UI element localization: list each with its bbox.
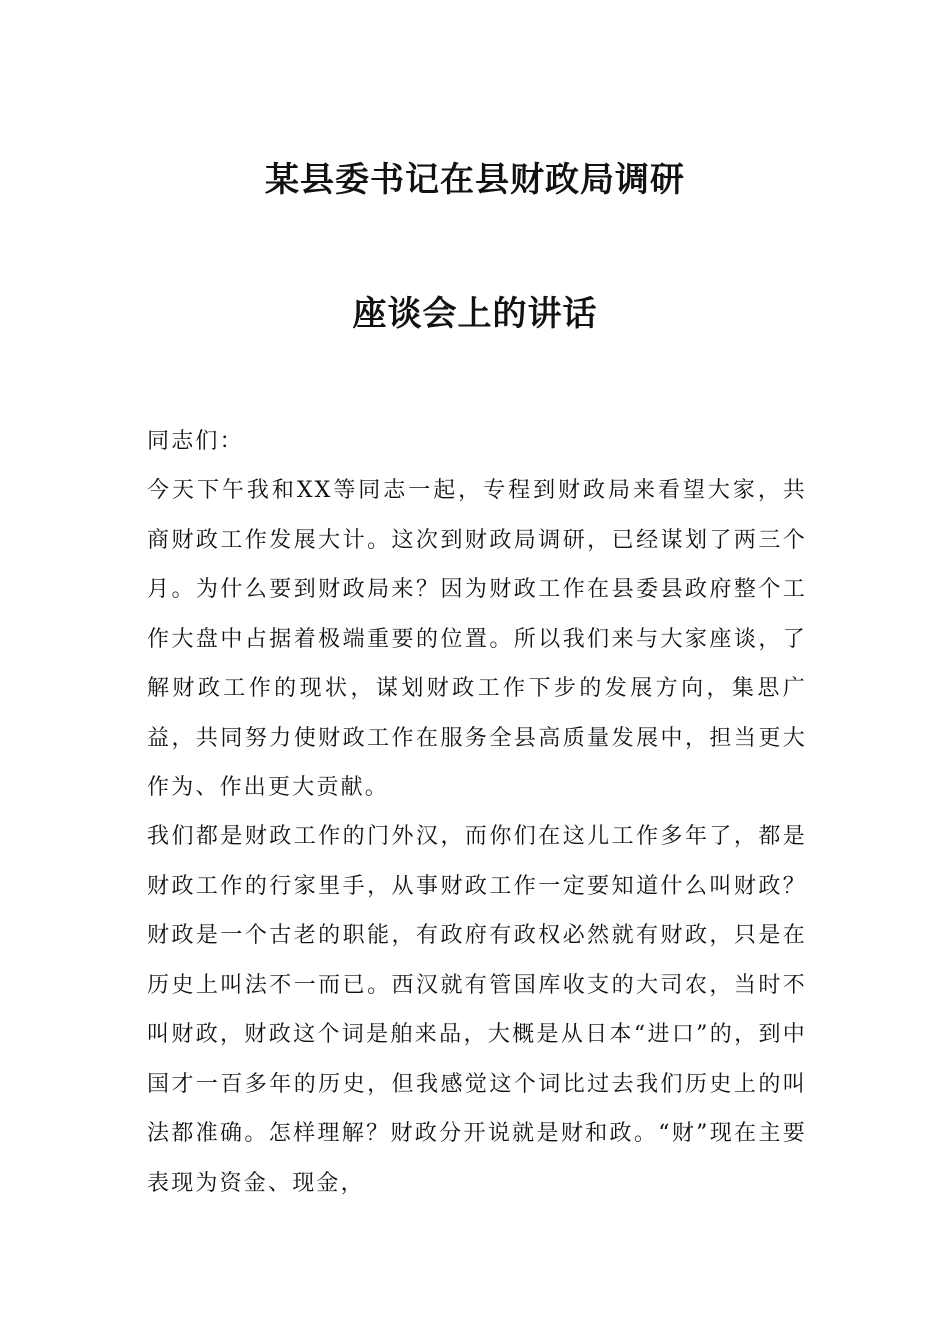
salutation: 同志们： <box>147 429 244 454</box>
paragraph-2: 我们都是财政工作的门外汉，而你们在这儿工作多年了，都是财政工作的行家里手，从事财政工作一定要知道什么叫财政？财政是一个古老的职能，有政府有政权必然就有财政，只是在历史上叫法不一而已。西汉就有管国库收支的大司农，当时不叫财政，财政这个词是舶来品，大概是从日本“进口”的，到中国才一百多年的历史，但我感觉这个词比过去我们历史上的叫法都准确。怎样理解？财政分开说就是财和政。“财”现在主要表现为资金、现金， <box>147 824 807 1196</box>
document-title-line-2: 座谈会上的讲话 <box>352 294 598 334</box>
paragraph-1: 今天下午我和XX等同志一起，专程到财政局来看望大家，共商财政工作发展大计。这次到财政局调研，已经谋划了两三个月。为什么要到财政局来？因为财政工作在县委县政府整个工作大盘中占据着极端重要的位置。所以我们来与大家座谈，了解财政工作的现状，谋划财政工作下步的发展方向，集思广益，共同努力使财政工作在服务全县高质量发展中，担当更大作为、作出更大贡献。 <box>147 478 807 800</box>
document-title-line-1: 某县委书记在县财政局调研 <box>265 160 685 200</box>
